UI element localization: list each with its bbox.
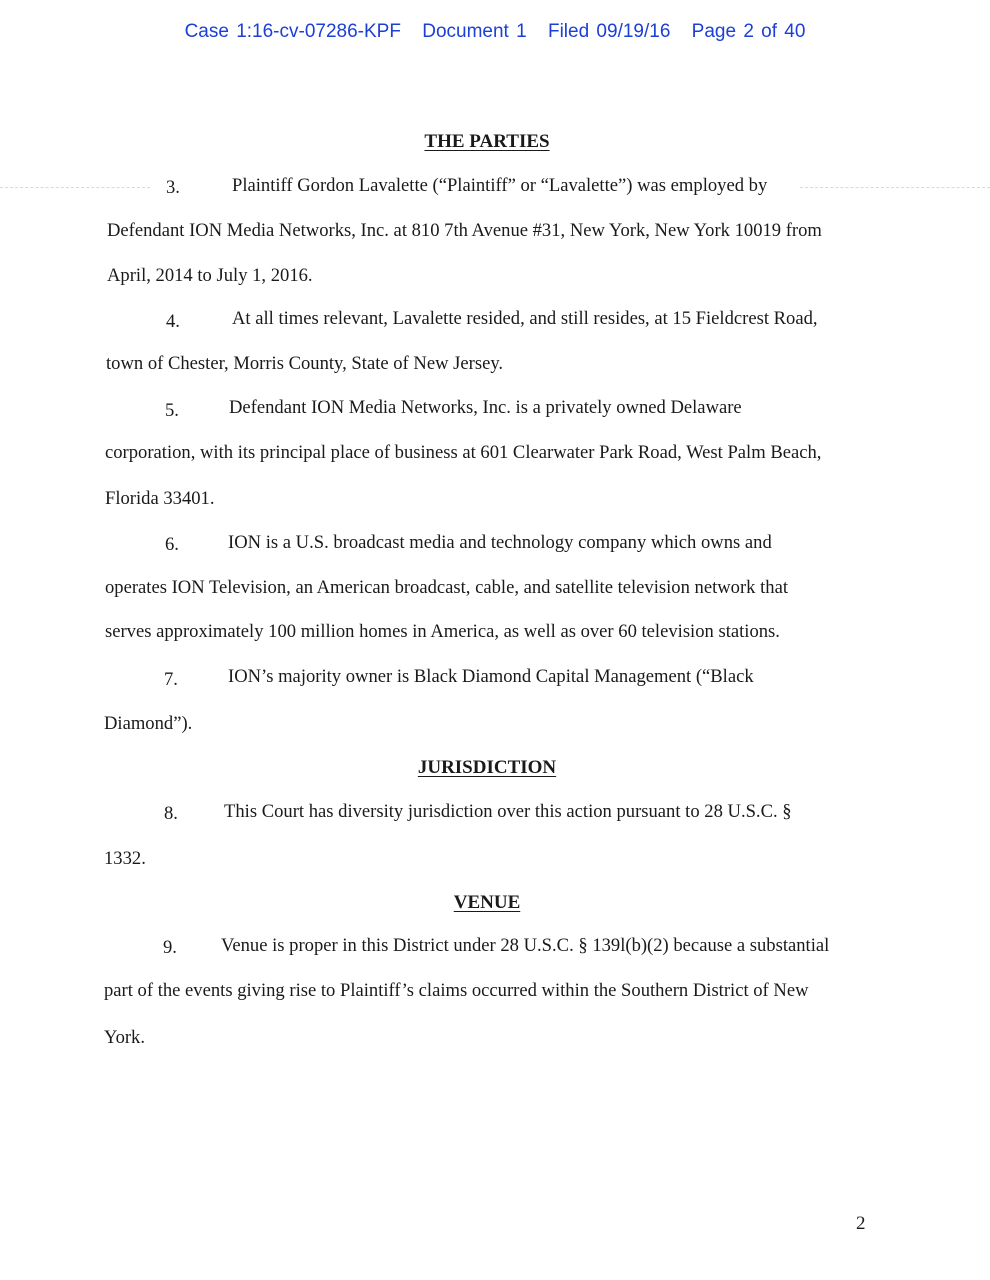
case-number: Case 1:16-cv-07286-KPF: [184, 21, 401, 42]
filed-date: Filed 09/19/16: [547, 21, 671, 42]
paragraph-5-line-3: Florida 33401.: [105, 488, 215, 509]
scan-guide-left: [0, 187, 150, 188]
paragraph-3-line-2: Defendant ION Media Networks, Inc. at 810 7th Avenue #31, New York, New York 10019 from: [107, 220, 822, 241]
paragraph-7-line-2: Diamond”).: [104, 713, 193, 734]
paragraph-6-line-3: serves approximately 100 million homes in America, as well as over 60 television stations.: [105, 621, 780, 642]
page-of: Page 2 of 40: [691, 21, 806, 42]
paragraph-number-5: 5.: [165, 400, 179, 421]
section-heading-parties: THE PARTIES: [424, 131, 550, 152]
paragraph-9-line-3: York.: [104, 1027, 146, 1048]
paragraph-6-line-2: operates ION Television, an American broadcast, cable, and satellite television network that: [105, 577, 788, 598]
paragraph-4-line-1: At all times relevant, Lavalette resided, and still resides, at 15 Fieldcrest Road,: [232, 308, 818, 329]
paragraph-number-6: 6.: [165, 534, 179, 555]
paragraph-5-line-2: corporation, with its principal place of business at 601 Clearwater Park Road, West Palm Beach,: [105, 442, 822, 463]
paragraph-6-line-1: ION is a U.S. broadcast media and technology company which owns and: [228, 532, 772, 553]
paragraph-9-line-2: part of the events giving rise to Plaintiff’s claims occurred within the Southern District of New: [104, 980, 809, 1001]
paragraph-5-line-1: Defendant ION Media Networks, Inc. is a privately owned Delaware: [229, 397, 742, 418]
paragraph-number-3: 3.: [166, 177, 180, 198]
paragraph-7-line-1: ION’s majority owner is Black Diamond Capital Management (“Black: [228, 666, 754, 687]
paragraph-4-line-2: town of Chester, Morris County, State of New Jersey.: [106, 353, 504, 374]
paragraph-8-line-1: This Court has diversity jurisdiction over this action pursuant to 28 U.S.C. §: [224, 801, 792, 822]
page-number: 2: [856, 1213, 866, 1234]
paragraph-3-line-3: April, 2014 to July 1, 2016.: [107, 265, 313, 286]
paragraph-8-line-2: 1332.: [104, 848, 146, 869]
paragraph-3-line-1: Plaintiff Gordon Lavalette (“Plaintiff” or “Lavalette”) was employed by: [232, 175, 768, 196]
section-heading-jurisdiction: JURISDICTION: [417, 757, 557, 778]
document-number: Document 1: [422, 21, 527, 42]
paragraph-number-4: 4.: [166, 311, 180, 332]
paragraph-number-7: 7.: [164, 669, 178, 690]
paragraph-number-9: 9.: [163, 937, 177, 958]
paragraph-9-line-1: Venue is proper in this District under 28 U.S.C. § 139l(b)(2) because a substantial: [221, 935, 830, 956]
scan-guide-right: [800, 187, 990, 188]
section-heading-venue: VENUE: [453, 892, 521, 913]
paragraph-number-8: 8.: [164, 803, 178, 824]
case-header: [0, 21, 990, 43]
